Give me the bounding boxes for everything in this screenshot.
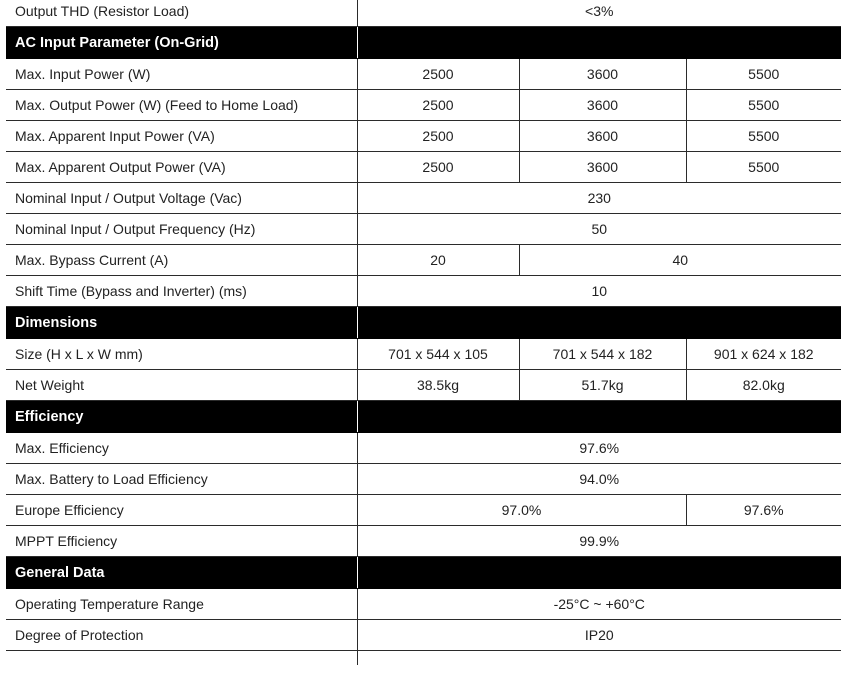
row-label: Max. Output Power (W) (Feed to Home Load) bbox=[6, 90, 357, 121]
row-label: Size (H x L x W mm) bbox=[6, 339, 357, 370]
table-row bbox=[6, 526, 841, 557]
table-row bbox=[6, 495, 841, 526]
row-label bbox=[6, 651, 357, 666]
table-row bbox=[6, 0, 841, 27]
row-label: Max. Input Power (W) bbox=[6, 59, 357, 90]
table-row bbox=[6, 152, 841, 183]
row-value: 94.0% bbox=[357, 464, 841, 495]
row-value: 50 bbox=[357, 214, 841, 245]
row-label: Output THD (Resistor Load) bbox=[6, 0, 357, 27]
section-header bbox=[6, 27, 841, 59]
table-row bbox=[6, 620, 841, 651]
row-label: Max. Apparent Output Power (VA) bbox=[6, 152, 357, 183]
row-value: 97.0% bbox=[357, 495, 686, 526]
row-value: 2500 bbox=[357, 152, 519, 183]
row-value: 3600 bbox=[519, 90, 686, 121]
row-label: Degree of Protection bbox=[6, 620, 357, 651]
row-label: Max. Apparent Input Power (VA) bbox=[6, 121, 357, 152]
table-row bbox=[6, 183, 841, 214]
section-title: Efficiency bbox=[6, 401, 357, 433]
row-value: 5500 bbox=[686, 90, 841, 121]
section-fill bbox=[357, 307, 841, 339]
row-label: Net Weight bbox=[6, 370, 357, 401]
section-title: Dimensions bbox=[6, 307, 357, 339]
row-label: Nominal Input / Output Voltage (Vac) bbox=[6, 183, 357, 214]
row-label: MPPT Efficiency bbox=[6, 526, 357, 557]
row-value: 3600 bbox=[519, 59, 686, 90]
row-label: Max. Battery to Load Efficiency bbox=[6, 464, 357, 495]
row-value: 51.7kg bbox=[519, 370, 686, 401]
row-value: 10 bbox=[357, 276, 841, 307]
row-value: 3600 bbox=[519, 121, 686, 152]
table-row bbox=[6, 245, 841, 276]
section-title: General Data bbox=[6, 557, 357, 589]
table-row bbox=[6, 90, 841, 121]
row-value: 701 x 544 x 182 bbox=[519, 339, 686, 370]
row-value: 97.6% bbox=[357, 433, 841, 464]
row-label: Shift Time (Bypass and Inverter) (ms) bbox=[6, 276, 357, 307]
row-value: 701 x 544 x 105 bbox=[357, 339, 519, 370]
section-title: AC Input Parameter (On-Grid) bbox=[6, 27, 357, 59]
spec-table bbox=[6, 0, 841, 665]
row-value: <3% bbox=[357, 0, 841, 27]
section-header bbox=[6, 401, 841, 433]
section-header bbox=[6, 307, 841, 339]
row-value: 5500 bbox=[686, 59, 841, 90]
row-value: 40 bbox=[519, 245, 841, 276]
table-row bbox=[6, 589, 841, 620]
table-row bbox=[6, 370, 841, 401]
row-label: Max. Bypass Current (A) bbox=[6, 245, 357, 276]
row-value bbox=[357, 651, 841, 666]
row-value: 2500 bbox=[357, 121, 519, 152]
row-value: 82.0kg bbox=[686, 370, 841, 401]
row-value: 2500 bbox=[357, 90, 519, 121]
table-row bbox=[6, 339, 841, 370]
row-value: 20 bbox=[357, 245, 519, 276]
row-value: 5500 bbox=[686, 121, 841, 152]
table-row bbox=[6, 276, 841, 307]
row-value: 97.6% bbox=[686, 495, 841, 526]
row-value: 38.5kg bbox=[357, 370, 519, 401]
section-fill bbox=[357, 27, 841, 59]
row-value: 3600 bbox=[519, 152, 686, 183]
section-fill bbox=[357, 557, 841, 589]
table-row bbox=[6, 433, 841, 464]
section-fill bbox=[357, 401, 841, 433]
row-value: 99.9% bbox=[357, 526, 841, 557]
row-value: 901 x 624 x 182 bbox=[686, 339, 841, 370]
table-row-cutoff bbox=[6, 651, 841, 666]
row-value: IP20 bbox=[357, 620, 841, 651]
row-value: 230 bbox=[357, 183, 841, 214]
table-row bbox=[6, 59, 841, 90]
row-label: Nominal Input / Output Frequency (Hz) bbox=[6, 214, 357, 245]
section-header bbox=[6, 557, 841, 589]
row-value: 2500 bbox=[357, 59, 519, 90]
row-label: Max. Efficiency bbox=[6, 433, 357, 464]
row-value: -25°C ~ +60°C bbox=[357, 589, 841, 620]
row-label: Operating Temperature Range bbox=[6, 589, 357, 620]
row-label: Europe Efficiency bbox=[6, 495, 357, 526]
table-row bbox=[6, 214, 841, 245]
table-row bbox=[6, 121, 841, 152]
row-value: 5500 bbox=[686, 152, 841, 183]
table-row bbox=[6, 464, 841, 495]
